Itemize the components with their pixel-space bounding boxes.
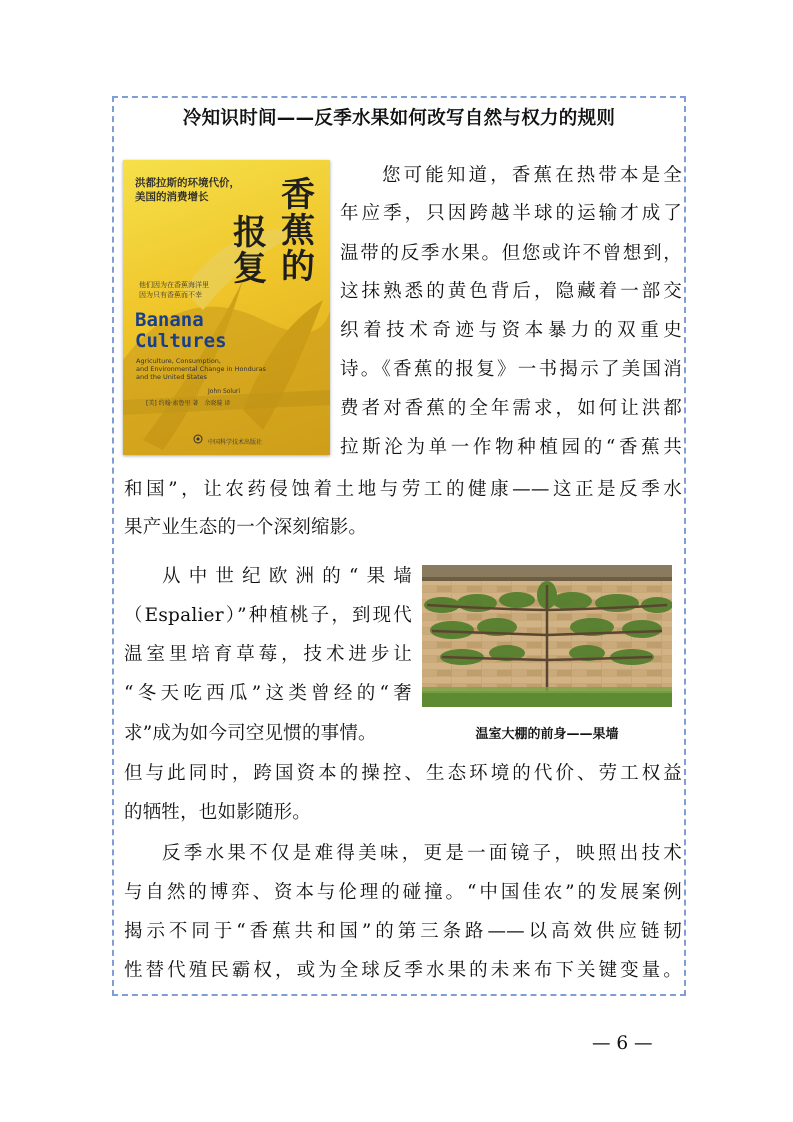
- paragraph-line: 温室里培育草莓，技术进步让: [124, 644, 412, 665]
- paragraph-line: 从中世纪欧洲的“果墙: [162, 566, 412, 587]
- book-author: John Soluri: [208, 388, 241, 395]
- book-translators: [美] 约翰·索鲁里 著 余晓璇 译: [146, 400, 231, 407]
- paragraph-line: 反季水果不仅是难得美味，更是一面镜子，映照出技术: [162, 843, 682, 864]
- book-title-char: 蕉: [281, 211, 315, 251]
- paragraph-line: 果产业生态的一个深刻缩影。: [124, 517, 368, 538]
- espalier-wall-illustration: [422, 565, 672, 707]
- page-number: — 6 —: [592, 1033, 653, 1054]
- book-cover-note: 他们因为在香蕉海洋里 因为只有香蕉而不幸: [139, 281, 209, 299]
- book-publisher: 中国科学技术出版社: [208, 439, 263, 446]
- paragraph-line: 求”成为如今司空见惯的事情。: [124, 723, 377, 744]
- book-english-title: Banana Cultures: [135, 309, 227, 352]
- paragraph-line: （Espalier）”种植桃子，到现代: [124, 605, 412, 626]
- book-cover-image: [123, 160, 330, 455]
- paragraph-line: 但与此同时，跨国资本的操控、生态环境的代价、劳工权益: [124, 763, 682, 784]
- paragraph-line: 与自然的博弈、资本与伦理的碰撞。“中国佳农”的发展案例: [124, 882, 682, 903]
- paragraph-line: 温带的反季水果。但您或许不曾想到，: [340, 243, 682, 264]
- publisher-logo-icon: [193, 434, 203, 444]
- book-title-char: 的: [281, 247, 315, 287]
- paragraph-line: 诗。《香蕉的报复》一书揭示了美国消: [340, 359, 682, 380]
- paragraph-line: “冬天吃西瓜”这类曾经的“奢: [124, 683, 412, 704]
- fruit-wall-photo: [422, 565, 672, 707]
- paragraph-line: 费者对香蕉的全年需求，如何让洪都: [340, 398, 682, 419]
- paragraph-line: 的牺牲，也如影随形。: [124, 802, 312, 823]
- book-english-subtitle: Agriculture, Consumption, and Environmental Change in Honduras and the United States: [136, 357, 266, 381]
- paragraph-line: 性替代殖民霸权，或为全球反季水果的未来布下关键变量。: [124, 960, 682, 981]
- paragraph-line: 年应季，只因跨越半球的运输才成了: [340, 203, 682, 224]
- paragraph-line: 拉斯沦为单一作物种植园的“香蕉共: [340, 437, 682, 458]
- photo-caption: 温室大棚的前身——果墙: [475, 727, 619, 742]
- paragraph-line: 织着技术奇迹与资本暴力的双重史: [340, 320, 682, 341]
- paragraph-line: 您可能知道，香蕉在热带本是全: [382, 165, 682, 186]
- page-title: 冷知识时间——反季水果如何改写自然与权力的规则: [182, 108, 616, 129]
- book-subtitle: 洪都拉斯的环境代价， 美国的消费增长: [135, 177, 240, 203]
- book-title-char: 复: [233, 249, 267, 289]
- book-title-char: 香: [281, 175, 315, 215]
- paragraph-line: 和国”，让农药侵蚀着土地与劳工的健康——这正是反季水: [124, 479, 682, 500]
- book-title-char: 报: [233, 213, 267, 253]
- paragraph-line: 这抹熟悉的黄色背后，隐藏着一部交: [340, 281, 682, 302]
- paragraph-line: 揭示不同于“香蕉共和国”的第三条路——以高效供应链韧: [124, 921, 682, 942]
